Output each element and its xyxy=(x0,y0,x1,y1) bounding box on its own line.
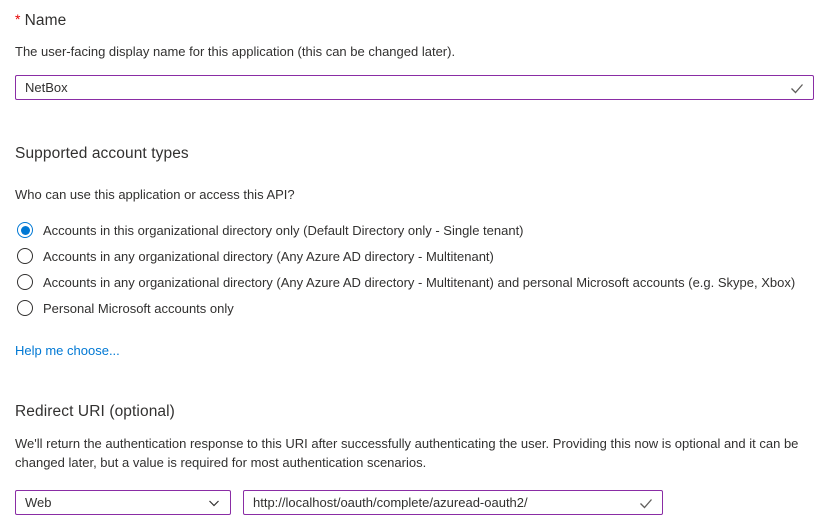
radio-option-label: Accounts in any organizational directory (Any Azure AD directory - Multitenant) and personal Microsoft accounts (e.g. Skype, Xbox) xyxy=(43,274,796,290)
help-me-choose-link[interactable]: Help me choose... xyxy=(15,343,120,358)
name-input[interactable] xyxy=(15,75,814,100)
required-asterisk: * xyxy=(15,11,21,27)
platform-selected-value: Web xyxy=(25,495,52,510)
account-type-radio-group xyxy=(15,217,814,321)
name-input-wrap xyxy=(15,75,814,100)
radio-option-label: Accounts in this organizational directory only (Default Directory only - Single tenant) xyxy=(43,222,524,238)
platform-select-dropdown[interactable] xyxy=(15,490,231,515)
account-types-heading: Supported account types xyxy=(15,145,189,162)
radio-button-icon xyxy=(17,274,33,290)
account-types-question: Who can use this application or access this API? xyxy=(15,187,295,202)
radio-button-icon xyxy=(17,300,33,316)
supported-account-types-section xyxy=(15,145,814,360)
radio-option-personal-only[interactable] xyxy=(15,295,814,321)
radio-option-label: Accounts in any organizational directory (Any Azure AD directory - Multitenant) xyxy=(43,248,494,264)
radio-option-multitenant[interactable] xyxy=(15,243,814,269)
redirect-uri-description: We'll return the authentication response to this URI after successfully authenticating the user. Providing this now is optional and it can be changed later, but a value is required for most authentication scenarios. xyxy=(15,436,799,470)
redirect-uri-section xyxy=(15,403,814,515)
radio-option-label: Personal Microsoft accounts only xyxy=(43,300,234,316)
radio-button-icon xyxy=(17,248,33,264)
name-section xyxy=(15,11,814,100)
redirect-uri-row xyxy=(15,490,814,515)
redirect-uri-heading: Redirect URI (optional) xyxy=(15,403,175,420)
redirect-uri-input-wrap xyxy=(243,490,663,515)
radio-button-icon xyxy=(17,222,33,238)
radio-option-single-tenant[interactable] xyxy=(15,217,814,243)
redirect-uri-input[interactable] xyxy=(243,490,663,515)
radio-option-multitenant-personal[interactable] xyxy=(15,269,814,295)
name-section-heading xyxy=(15,11,814,30)
chevron-down-icon xyxy=(207,496,221,510)
name-heading-label: Name xyxy=(24,12,67,29)
name-description: The user-facing display name for this application (this can be changed later). xyxy=(15,44,456,59)
